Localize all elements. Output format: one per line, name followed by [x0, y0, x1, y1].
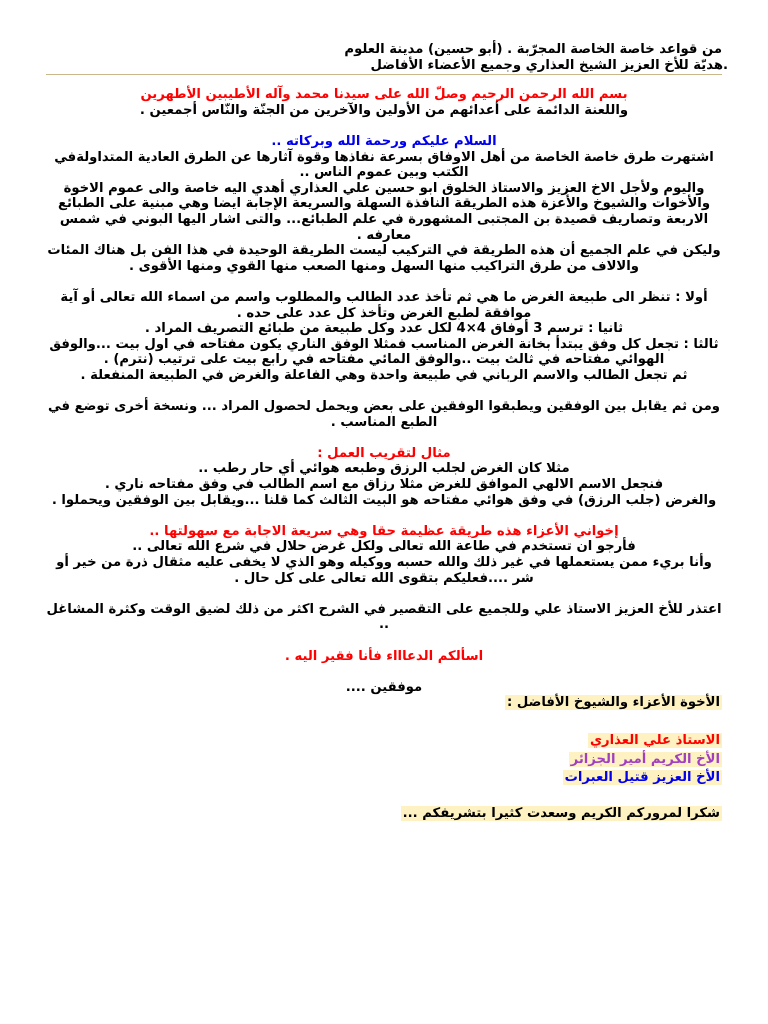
example-title: مثال لتقريب العمل :: [317, 445, 451, 461]
intro-paragraph-3: وليكن في علم الجميع أن هذه الطريقة في التركيب ليست الطريقة الوحيدة في هذا الفن بل هناك المئات والالاف من طرق التراكيب منها السهل ومنها الصعب منها القوي ومنها الأقوى .: [47, 243, 721, 274]
brothers-line-2: وأنا بريء ممن يستعملها في غير ذلك والله حسبه ووكيله وهو الذي لا يخفى عليه مثقال ذرة من خير أو شر ....فعليكم بتقوى الله تعالى على كل حال .: [56, 555, 712, 586]
example-line-3: والغرض (جلب الرزق) في وفق هوائي مفتاحه هو البيت الثالث كما قلنا ...ويقابل بين الوفقين ويحملوا .: [51, 492, 717, 508]
name-qatil-alabarat: الأخ العزيز قتيل العبرات: [564, 770, 720, 786]
step-1: أولا : تنظر الى طبيعة الغرض ما هي ثم تأخذ عدد الطالب والمطلوب واسم من اسماء الله تعالى أو آية موافقة لطبع الغرض وتأخذ كل عدد على حده .: [60, 289, 708, 321]
step-3: ثالثا : تجعل كل وفق يبتدأ بخانة الغرض المناسب فمثلا الوفق الناري يكون مفتاحه في اول بيت ...والوفق الهوائي مفتاحه في ثالث بيت ..والوفق المائي مفتاحه في رابع بيت على ترتيب (نترم) .: [49, 336, 719, 368]
thanks-line: شكرا لمروركم الكريم وسعدت كثيرا بتشريفكم ...: [402, 805, 720, 821]
dua-request: اسألكم الدعاااء فأنا فقير اليه .: [284, 648, 484, 664]
wishes-line: موفقين ....: [345, 679, 423, 695]
intro-paragraph-2: واليوم ولأجل الاخ العزيز والاستاذ الخلوق ابو حسين علي العذاري أهدي اليه خاصة والى عموم الاخوة والأخوات والشيوخ والأعزة هذه الطريقة النافذة السهلة والسريعة الإجابة ايضا وهي مبنية على الطبائع الاربعة وتصاريف قصيدة بن المجتبى المشهورة في علم الطبائع... والتى اشار اليها البوني في شمس معارفه .: [57, 180, 711, 243]
dear-brothers-line: [46, 695, 722, 711]
document-body: [46, 42, 728, 821]
thanks-row: [46, 806, 722, 822]
name-row-2: [46, 752, 722, 768]
document-header: [46, 42, 728, 75]
step-4: ثم تجعل الطالب والاسم الرباني في طبيعة واحدة وهي الفاعلة والغرض في الطبيعة المنفعلة .: [80, 367, 688, 383]
name-row-1: [46, 733, 722, 749]
header-line-2: .هديّة للأخ العزيز الشيخ العذاري وجميع الأعضاء الأفاضل: [370, 57, 728, 73]
dear-brothers-title: الأخوة الأعزاء والشيوخ الأفاضل :: [506, 695, 720, 711]
brothers-title: إخواني الأعزاء هذه طريقة عظيمة حقا وهي سريعة الاجابة مع سهولتها ..: [149, 523, 619, 539]
match-paragraph: ومن ثم يقابل بين الوفقين ويطبقوا الوفقين على بعض ويحمل لحصول المراد ... ونسخة أخرى توضع في الطبع المناسب .: [48, 399, 720, 430]
brothers-line-1: فأرجو ان تستخدم في طاعة الله تعالى ولكل غرض حلال في شرع الله تعالى ..: [132, 539, 636, 555]
name-ali-alathari: الاستاذ علي العذاري: [589, 732, 720, 748]
step-2: ثانيا : ترسم 3 أوفاق 4×4 لكل عدد وكل طبيعة من طبائع التصريف المراد .: [144, 321, 624, 337]
curse-line: واللعنة الدائمة على أعدائهم من الأولين والآخرين من الجنّة والنّاس أجمعين .: [139, 102, 629, 118]
example-line-1: مثلا كان الغرض لجلب الرزق وطبعه هوائي أي حار رطب ..: [198, 461, 570, 477]
salam-greeting: السلام عليكم ورحمة الله وبركاته ..: [271, 133, 497, 149]
intro-paragraph-1: اشتهرت طرق خاصة الخاصة من أهل الاوفاق بسرعة نفاذها وقوة آثارها عن الطرق العادية المتداولةفي الكتب وبين عموم الناس ..: [54, 149, 714, 181]
example-line-2: فنجعل الاسم الالهي الموافق للغرض مثلا رزاق مع اسم الطالب في وفق مفتاحه ناري .: [104, 477, 664, 493]
name-amir-aljazair: الأخ الكريم أمير الجزائر: [570, 751, 720, 767]
basmala: بسم الله الرحمن الرحيم وصلّ الله على سيدنا محمد وآله الأطيبين الأطهرين: [140, 87, 628, 103]
apology-paragraph: اعتذر للأخ العزيز الاستاذ علي وللجميع على التقصير في الشرح اكثر من ذلك لضيق الوقت وكثرة المشاغل ..: [46, 601, 722, 633]
name-row-3: [46, 770, 722, 786]
header-line-1: من قواعد خاصة الخاصة المجرّبة . (أبو حسين) مدينة العلوم: [344, 42, 722, 57]
